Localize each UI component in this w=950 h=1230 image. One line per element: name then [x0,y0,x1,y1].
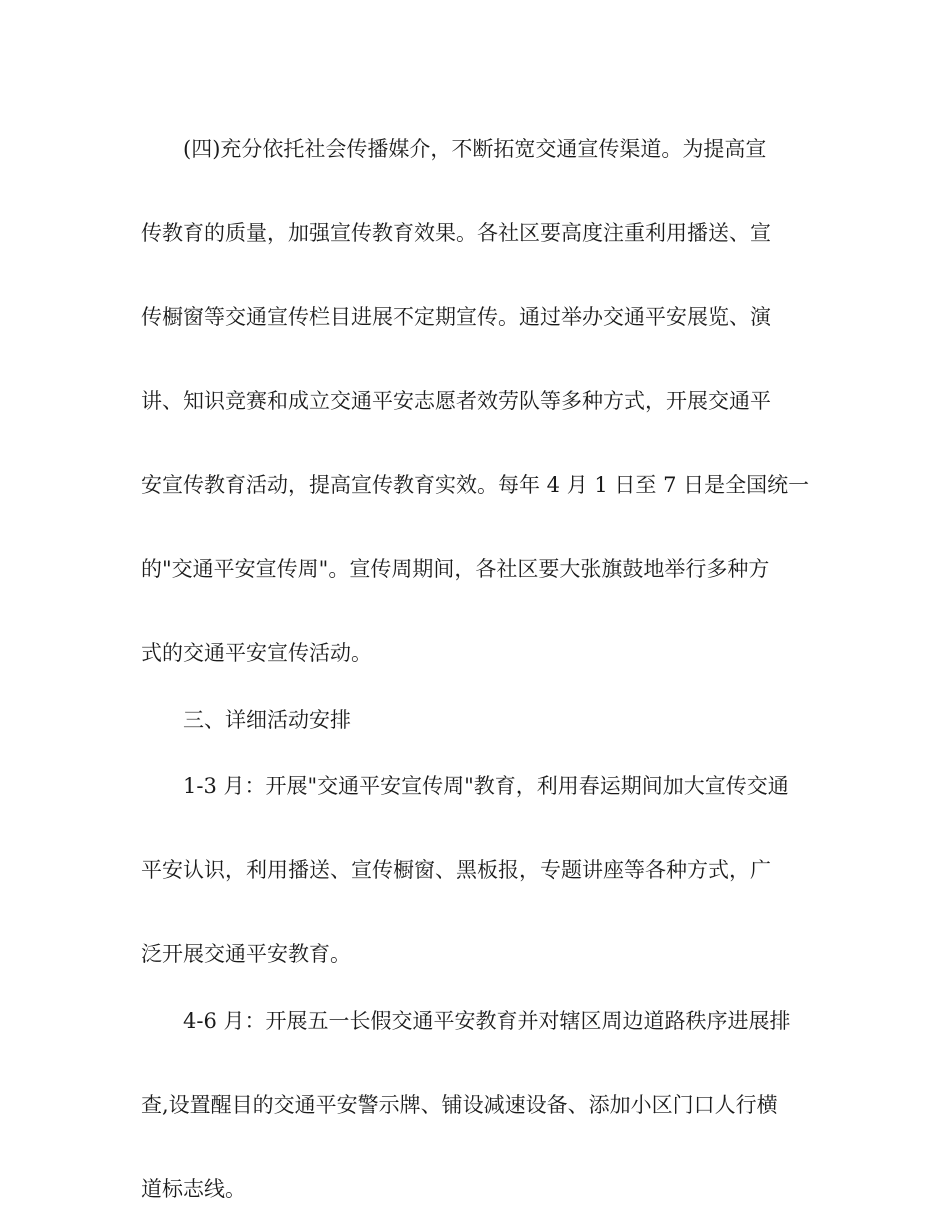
schedule-q1-line-2: 平安认识，利用播送、宣传橱窗、黑板报，专题讲座等各种方式，广 [141,858,771,882]
schedule-q1-line-1: 1-3 月：开展"交通平安宣传周"教育，利用春运期间加大宣传交通 [183,774,789,798]
paragraph-4-line-1: (四)充分依托社会传播媒介，不断拓宽交通宣传渠道。为提高宣 [183,137,767,161]
paragraph-4-line-3: 传橱窗等交通宣传栏目进展不定期宣传。通过举办交通平安展览、演 [141,305,771,329]
paragraph-4-line-5: 安宣传教育活动，提高宣传教育实效。每年 4 月 1 日至 7 日是全国统一 [141,473,810,497]
section-heading: 三、详细活动安排 [183,708,351,732]
schedule-q2-line-3: 道标志线。 [141,1177,246,1201]
paragraph-4-line-4: 讲、知识竞赛和成立交通平安志愿者效劳队等多种方式，开展交通平 [141,389,771,413]
paragraph-4-line-6: 的"交通平安宣传周"。宣传周期间，各社区要大张旗鼓地举行多种方 [141,557,770,581]
paragraph-4-line-7: 式的交通平安宣传活动。 [141,641,372,665]
schedule-q2-line-1: 4-6 月：开展五一长假交通平安教育并对辖区周边道路秩序进展排 [183,1009,791,1033]
schedule-q2-line-2: 查,设置醒目的交通平安警示牌、铺设减速设备、添加小区门口人行横 [141,1093,778,1117]
schedule-q1-line-3: 泛开展交通平安教育。 [141,942,351,966]
paragraph-4-line-2: 传教育的质量，加强宣传教育效果。各社区要高度注重利用播送、宣 [141,221,771,245]
